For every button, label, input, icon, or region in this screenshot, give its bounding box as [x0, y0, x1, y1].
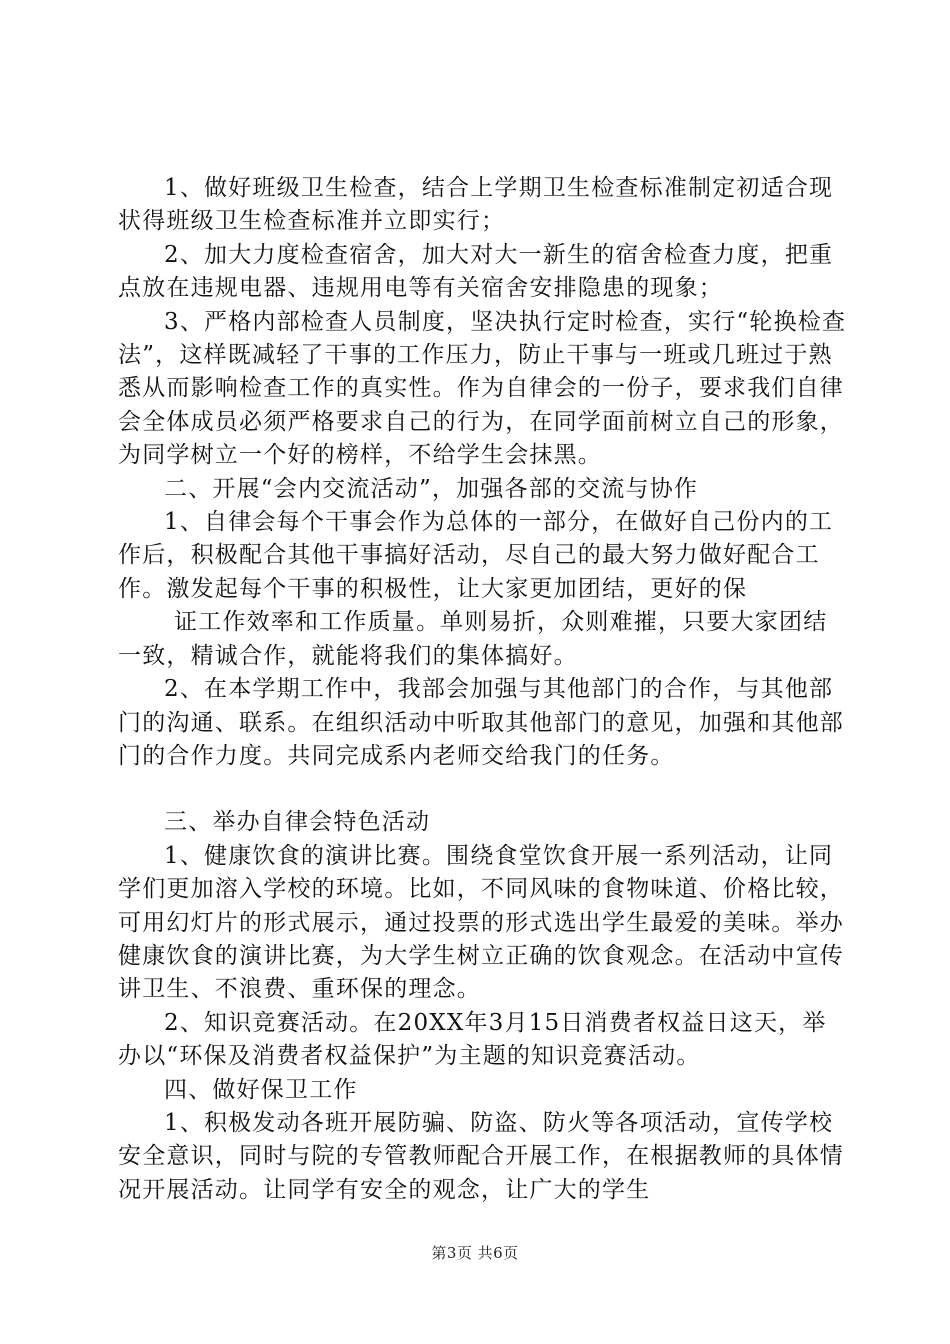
section-heading-security: 四、做好保卫工作: [164, 1076, 358, 1103]
page-number: 第3页 共6页: [431, 1244, 519, 1262]
paragraph-cooperation-continued: 证工作效率和工作质量。单则易折，众则难摧，只要大家团结一致，精诚合作，就能将我们的集体搞好。: [118, 609, 828, 669]
paragraph-safety-activities: 1、积极发动各班开展防骗、防盗、防火等各项活动，宣传学校安全意识，同时与院的专管教师配合开展工作，在根据教师的具体情况开展活动。让同学有安全的观念，让广大的学生: [118, 1109, 844, 1203]
document-body: [118, 172, 848, 1207]
paragraph-hygiene-check: 1、做好班级卫生检查，结合上学期卫生检查标准制定初适合现状得班级卫生检查标准并立即实行；: [118, 175, 834, 235]
section-heading-special-activities: 三、举办自律会特色活动: [164, 809, 431, 836]
paragraph-department-cooperation: 2、在本学期工作中，我部会加强与其他部门的合作，与其他部门的沟通、联系。在组织活动中听取其他部门的意见，加强和其他部门的合作力度。共同完成系内老师交给我门的任务。: [118, 676, 844, 769]
paragraph-dorm-check: 2、加大力度检查宿舍，加大对大一新生的宿舍检查力度，把重点放在违规电器、违规用电等有关宿舍安排隐患的现象；: [118, 241, 834, 302]
paragraph-cooperation: 1、自律会每个干事会作为总体的一部分，在做好自己份内的工作后，积极配合其他干事搞好活动，尽自己的最大努力做好配合工作。激发起每个干事的积极性，让大家更加团结，更好的保: [118, 509, 834, 602]
section-heading-exchange: 二、开展“会内交流活动”，加强各部的交流与协作: [164, 475, 699, 502]
paragraph-knowledge-contest: 2、知识竞赛活动。在20XX年3月15日消费者权益日这天，举办以“环保及消费者权益保护”为主题的知识竞赛活动。: [118, 1009, 827, 1070]
paragraph-healthy-diet-contest: 1、健康饮食的演讲比赛。围绕食堂饮食开展一系列活动，让同学们更加溶入学校的环境。比如，不同风味的食物味道、价格比较，可用幻灯片的形式展示，通过投票的形式选出学生最爱的美味。举办健康饮食的演讲比赛，为大学生树立正确的饮食观念。在活动中宣传讲卫生、不浪费、重环保的理念。: [118, 842, 844, 1003]
paragraph-inspector-system: 3、严格内部检查人员制度，坚决执行定时检查，实行“轮换检查法”，这样既减轻了干事的工作压力，防止干事与一班或几班过于熟悉从而影响检查工作的真实性。作为自律会的一份子，要求我们自律会全体成员必须严格要求自己的行为，在同学面前树立自己的形象，为同学树立一个好的榜样，不给学生会抹黑。: [118, 308, 847, 469]
